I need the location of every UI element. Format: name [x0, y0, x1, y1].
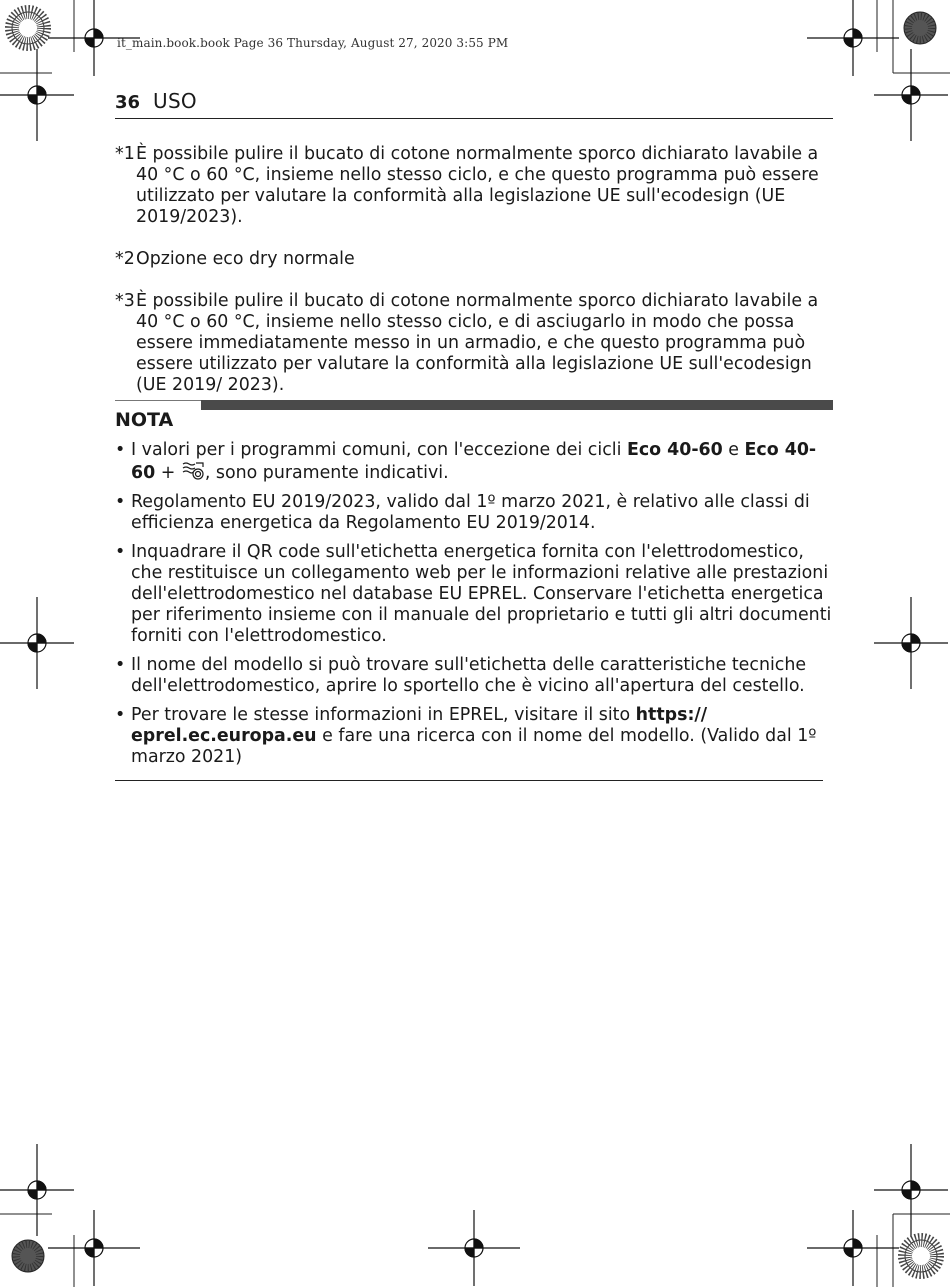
- note-text: Regolamento EU 2019/2023, valido dal 1º marzo 2021, è relativo alle classi di efficienza energetica da Regolamento EU 2019/2014.: [131, 492, 810, 533]
- footnote-mark: *2: [115, 249, 135, 269]
- eco-dry-icon: [181, 461, 205, 481]
- page-header: [115, 88, 833, 119]
- note-text: [131, 440, 833, 484]
- note-bar: [201, 400, 833, 410]
- footnote-text: È possibile pulire il bucato di cotone normalmente sporco dichiarato lavabile a 40 °C o 60 °C, insieme nello stesso ciclo, e di asciugarlo in modo che possa essere immediatamente messo in un armadio, e che questo programma può essere utilizzato per valutare la conformità alla legislazione UE sull'ecodesign (UE 2019/ 2023).: [136, 291, 819, 395]
- bullet: •: [115, 492, 126, 512]
- bullet: •: [115, 542, 126, 562]
- footnote-mark: *1: [115, 144, 135, 164]
- text-run: Per trovare le stesse informazioni in EPREL, visitare il sito: [131, 705, 636, 725]
- list-item: [115, 705, 833, 768]
- note-header: [115, 400, 833, 430]
- note-title: NOTA: [115, 409, 174, 431]
- bottom-rule: [115, 780, 823, 781]
- text-run: , sono puramente indicativi.: [204, 463, 449, 483]
- footnote-text: È possibile pulire il bucato di cotone normalmente sporco dichiarato lavabile a 40 °C o 60 °C, insieme nello stesso ciclo, e che questo programma può essere utilizzato per valutare la conformità alla legislazione UE sull'ecodesign (UE 2019/2023).: [136, 144, 819, 227]
- text-run: e: [722, 440, 745, 460]
- note-text: [131, 705, 833, 768]
- text-run: +: [155, 463, 181, 483]
- cycle-name: Eco 40-60: [626, 440, 723, 460]
- list-item: [115, 542, 833, 647]
- note-list: [115, 440, 833, 776]
- bullet: •: [115, 440, 126, 460]
- eprel-link[interactable]: https:// eprel.ec.europa.eu: [131, 705, 708, 746]
- bullet: •: [115, 705, 126, 725]
- text-run: e fare una ricerca con il nome del modello. (Valido dal 1º marzo 2021): [131, 726, 817, 767]
- cycle-name: Eco 40-60: [131, 440, 817, 483]
- bullet: •: [115, 655, 126, 675]
- section-title: USO: [153, 89, 197, 113]
- list-item: [115, 492, 833, 534]
- footnotes: [115, 144, 833, 417]
- print-slug: it_main.book.book Page 36 Thursday, August 27, 2020 3:55 PM: [117, 36, 509, 50]
- note-text: Inquadrare il QR code sull'etichetta energetica fornita con l'elettrodomestico, che restituisce un collegamento web per le informazioni relative alle prestazioni dell'elettrodomestico nel database EU EPREL. Conservare l'etichetta energetica per riferimento insieme con il manuale del proprietario e tutti gli altri documenti forniti con l'elettrodomestico.: [131, 542, 832, 646]
- footnote: [115, 144, 833, 228]
- footnote: [115, 249, 833, 270]
- footnote-text: Opzione eco dry normale: [136, 249, 355, 269]
- footnote-mark: *3: [115, 291, 135, 311]
- list-item: [115, 655, 833, 697]
- footnote: [115, 291, 833, 396]
- note-rule: [115, 400, 201, 401]
- text-run: I valori per i programmi comuni, con l'eccezione dei cicli: [131, 440, 627, 460]
- note-text: Il nome del modello si può trovare sull'etichetta delle caratteristiche tecniche dell'elettrodomestico, aprire lo sportello che è vicino all'apertura del cestello.: [131, 655, 807, 696]
- page-number: 36: [115, 92, 141, 113]
- list-item: [115, 440, 833, 484]
